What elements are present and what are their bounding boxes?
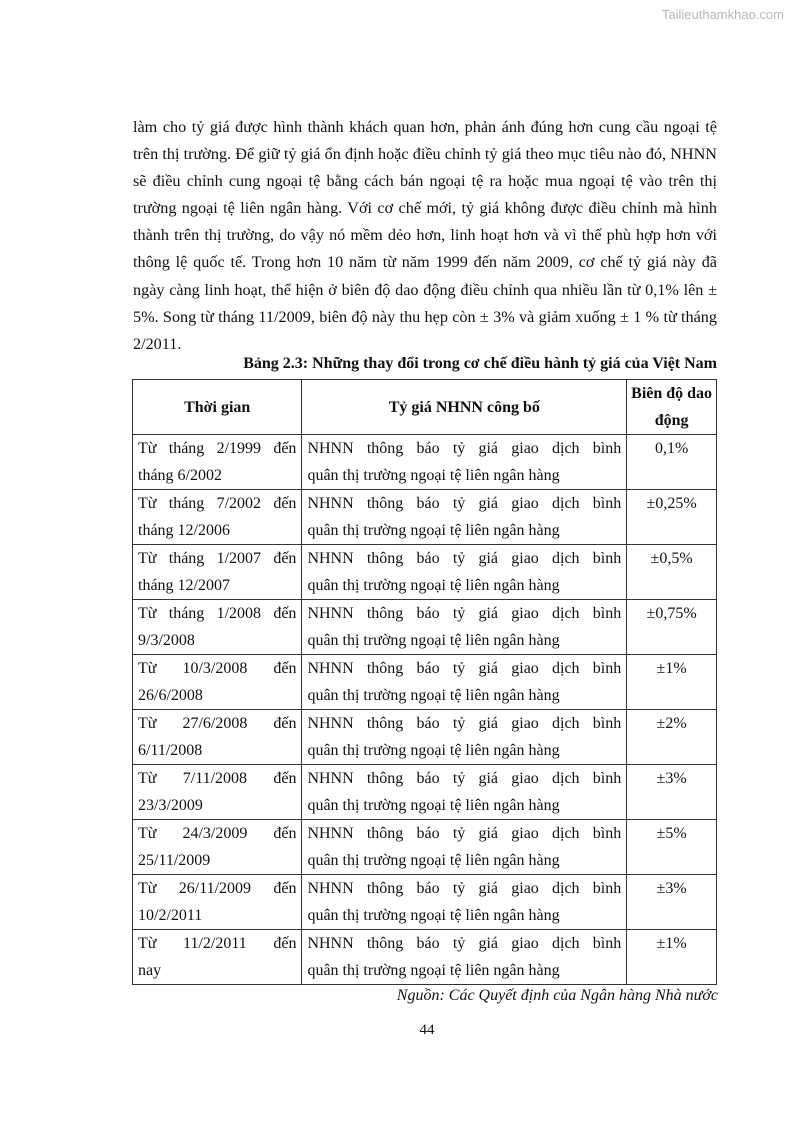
time-line-1: Từ 27/6/2008 đến bbox=[138, 715, 297, 732]
cell-rate bbox=[302, 710, 627, 765]
cell-time bbox=[133, 545, 302, 600]
time-line-2: 26/6/2008 bbox=[138, 687, 203, 704]
rate-line-1: NHNN thông báo tỷ giá giao dịch bình bbox=[307, 605, 622, 622]
table-row bbox=[133, 655, 717, 710]
cell-time bbox=[133, 930, 302, 985]
time-line-1: Từ 7/11/2008 đến bbox=[138, 770, 297, 787]
cell-band: ±0,75% bbox=[627, 600, 717, 655]
table-row bbox=[133, 600, 717, 655]
rate-line-2: quân thị trường ngoại tệ liên ngân hàng bbox=[307, 907, 560, 924]
cell-rate bbox=[302, 875, 627, 930]
header-time: Thời gian bbox=[133, 380, 302, 435]
cell-time bbox=[133, 765, 302, 820]
table-row bbox=[133, 765, 717, 820]
rate-line-2: quân thị trường ngoại tệ liên ngân hàng bbox=[307, 467, 560, 484]
time-line-2: 9/3/2008 bbox=[138, 632, 195, 649]
cell-band: ±0,25% bbox=[627, 490, 717, 545]
cell-rate bbox=[302, 545, 627, 600]
time-line-2: 6/11/2008 bbox=[138, 742, 203, 759]
cell-rate bbox=[302, 930, 627, 985]
table-row bbox=[133, 820, 717, 875]
rate-line-1: NHNN thông báo tỷ giá giao dịch bình bbox=[307, 715, 622, 732]
cell-band: 0,1% bbox=[627, 435, 717, 490]
time-line-2: 25/11/2009 bbox=[138, 852, 211, 869]
rate-line-2: quân thị trường ngoại tệ liên ngân hàng bbox=[307, 632, 560, 649]
header-band: Biên độ dao động bbox=[627, 380, 717, 435]
cell-band: ±3% bbox=[627, 765, 717, 820]
table-row bbox=[133, 545, 717, 600]
rate-line-1: NHNN thông báo tỷ giá giao dịch bình bbox=[307, 880, 622, 897]
time-line-1: Từ 24/3/2009 đến bbox=[138, 825, 297, 842]
time-line-1: Từ tháng 7/2002 đến bbox=[138, 495, 297, 512]
rate-line-1: NHNN thông báo tỷ giá giao dịch bình bbox=[307, 660, 622, 677]
rate-line-1: NHNN thông báo tỷ giá giao dịch bình bbox=[307, 440, 622, 457]
watermark: Tailieuthamkhao.com bbox=[661, 7, 784, 22]
rate-line-1: NHNN thông báo tỷ giá giao dịch bình bbox=[307, 935, 622, 952]
cell-band: ±0,5% bbox=[627, 545, 717, 600]
time-line-2: tháng 12/2006 bbox=[138, 522, 230, 539]
time-line-2: nay bbox=[138, 962, 162, 979]
body-paragraph: làm cho tỷ giá được hình thành khách quan hơn, phản ánh đúng hơn cung cầu ngoại tệ trên thị trường. Để giữ tỷ giá ổn định hoặc điều chỉnh tỷ giá theo mục tiêu nào đó, NHNN sẽ điều chỉnh cung ngoại tệ bằng cách bán ngoại tệ ra hoặc mua ngoại tệ vào trên thị trường ngoại tệ liên ngân hàng. Với cơ chế mới, tỷ giá không được điều chỉnh mà hình thành trên thị trường, do vậy nó mềm dẻo hơn, linh hoạt hơn và vì thế phù hợp hơn với thông lệ quốc tế. Trong hơn 10 năm từ năm 1999 đến năm 2009, cơ chế tỷ giá này đã ngày càng linh hoạt, thể hiện ở biên độ dao động điều chỉnh qua nhiều lần từ 0,1% lên ± 5%. Song từ tháng 11/2009, biên độ này thu hẹp còn ± 3% và giảm xuống ± 1 % từ tháng 2/2011. bbox=[133, 118, 717, 353]
time-line-1: Từ 10/3/2008 đến bbox=[138, 660, 297, 677]
rate-line-2: quân thị trường ngoại tệ liên ngân hàng bbox=[307, 797, 560, 814]
cell-band: ±1% bbox=[627, 930, 717, 985]
cell-time bbox=[133, 435, 302, 490]
rate-line-2: quân thị trường ngoại tệ liên ngân hàng bbox=[307, 577, 560, 594]
time-line-1: Từ 11/2/2011 đến bbox=[138, 935, 297, 952]
cell-rate bbox=[302, 490, 627, 545]
rate-line-2: quân thị trường ngoại tệ liên ngân hàng bbox=[307, 742, 560, 759]
time-line-2: 10/2/2011 bbox=[138, 907, 203, 924]
source-note: Nguồn: Các Quyết định của Ngân hàng Nhà nước bbox=[396, 987, 718, 1004]
cell-rate bbox=[302, 765, 627, 820]
rate-line-2: quân thị trường ngoại tệ liên ngân hàng bbox=[307, 687, 560, 704]
table-header-row bbox=[133, 380, 717, 435]
time-line-2: tháng 12/2007 bbox=[138, 577, 230, 594]
time-line-1: Từ tháng 1/2008 đến bbox=[138, 605, 297, 622]
table-row bbox=[133, 435, 717, 490]
rate-line-1: NHNN thông báo tỷ giá giao dịch bình bbox=[307, 770, 622, 787]
cell-band: ±3% bbox=[627, 875, 717, 930]
table-row bbox=[133, 710, 717, 765]
cell-rate bbox=[302, 600, 627, 655]
rate-line-2: quân thị trường ngoại tệ liên ngân hàng bbox=[307, 522, 560, 539]
table-row bbox=[133, 875, 717, 930]
header-rate: Tỷ giá NHNN công bố bbox=[302, 380, 627, 435]
cell-time bbox=[133, 655, 302, 710]
rate-line-1: NHNN thông báo tỷ giá giao dịch bình bbox=[307, 825, 622, 842]
cell-band: ±5% bbox=[627, 820, 717, 875]
rate-line-2: quân thị trường ngoại tệ liên ngân hàng bbox=[307, 962, 560, 979]
time-line-1: Từ 26/11/2009 đến bbox=[138, 880, 297, 897]
cell-time bbox=[133, 875, 302, 930]
cell-rate bbox=[302, 435, 627, 490]
exchange-rate-regime-table bbox=[132, 379, 717, 985]
cell-time bbox=[133, 820, 302, 875]
page-number: 44 bbox=[419, 1022, 435, 1038]
rate-line-1: NHNN thông báo tỷ giá giao dịch bình bbox=[307, 550, 622, 567]
cell-band: ±2% bbox=[627, 710, 717, 765]
cell-rate bbox=[302, 655, 627, 710]
cell-time bbox=[133, 710, 302, 765]
time-line-1: Từ tháng 2/1999 đến bbox=[138, 440, 297, 457]
table-row bbox=[133, 490, 717, 545]
cell-rate bbox=[302, 820, 627, 875]
time-line-1: Từ tháng 1/2007 đến bbox=[138, 550, 297, 567]
cell-time bbox=[133, 600, 302, 655]
table-row bbox=[133, 930, 717, 985]
time-line-2: tháng 6/2002 bbox=[138, 467, 222, 484]
rate-line-2: quân thị trường ngoại tệ liên ngân hàng bbox=[307, 852, 560, 869]
time-line-2: 23/3/2009 bbox=[138, 797, 203, 814]
rate-line-1: NHNN thông báo tỷ giá giao dịch bình bbox=[307, 495, 622, 512]
table-caption: Bảng 2.3: Những thay đổi trong cơ chế điều hành tỷ giá của Việt Nam bbox=[243, 355, 717, 372]
cell-band: ±1% bbox=[627, 655, 717, 710]
cell-time bbox=[133, 490, 302, 545]
